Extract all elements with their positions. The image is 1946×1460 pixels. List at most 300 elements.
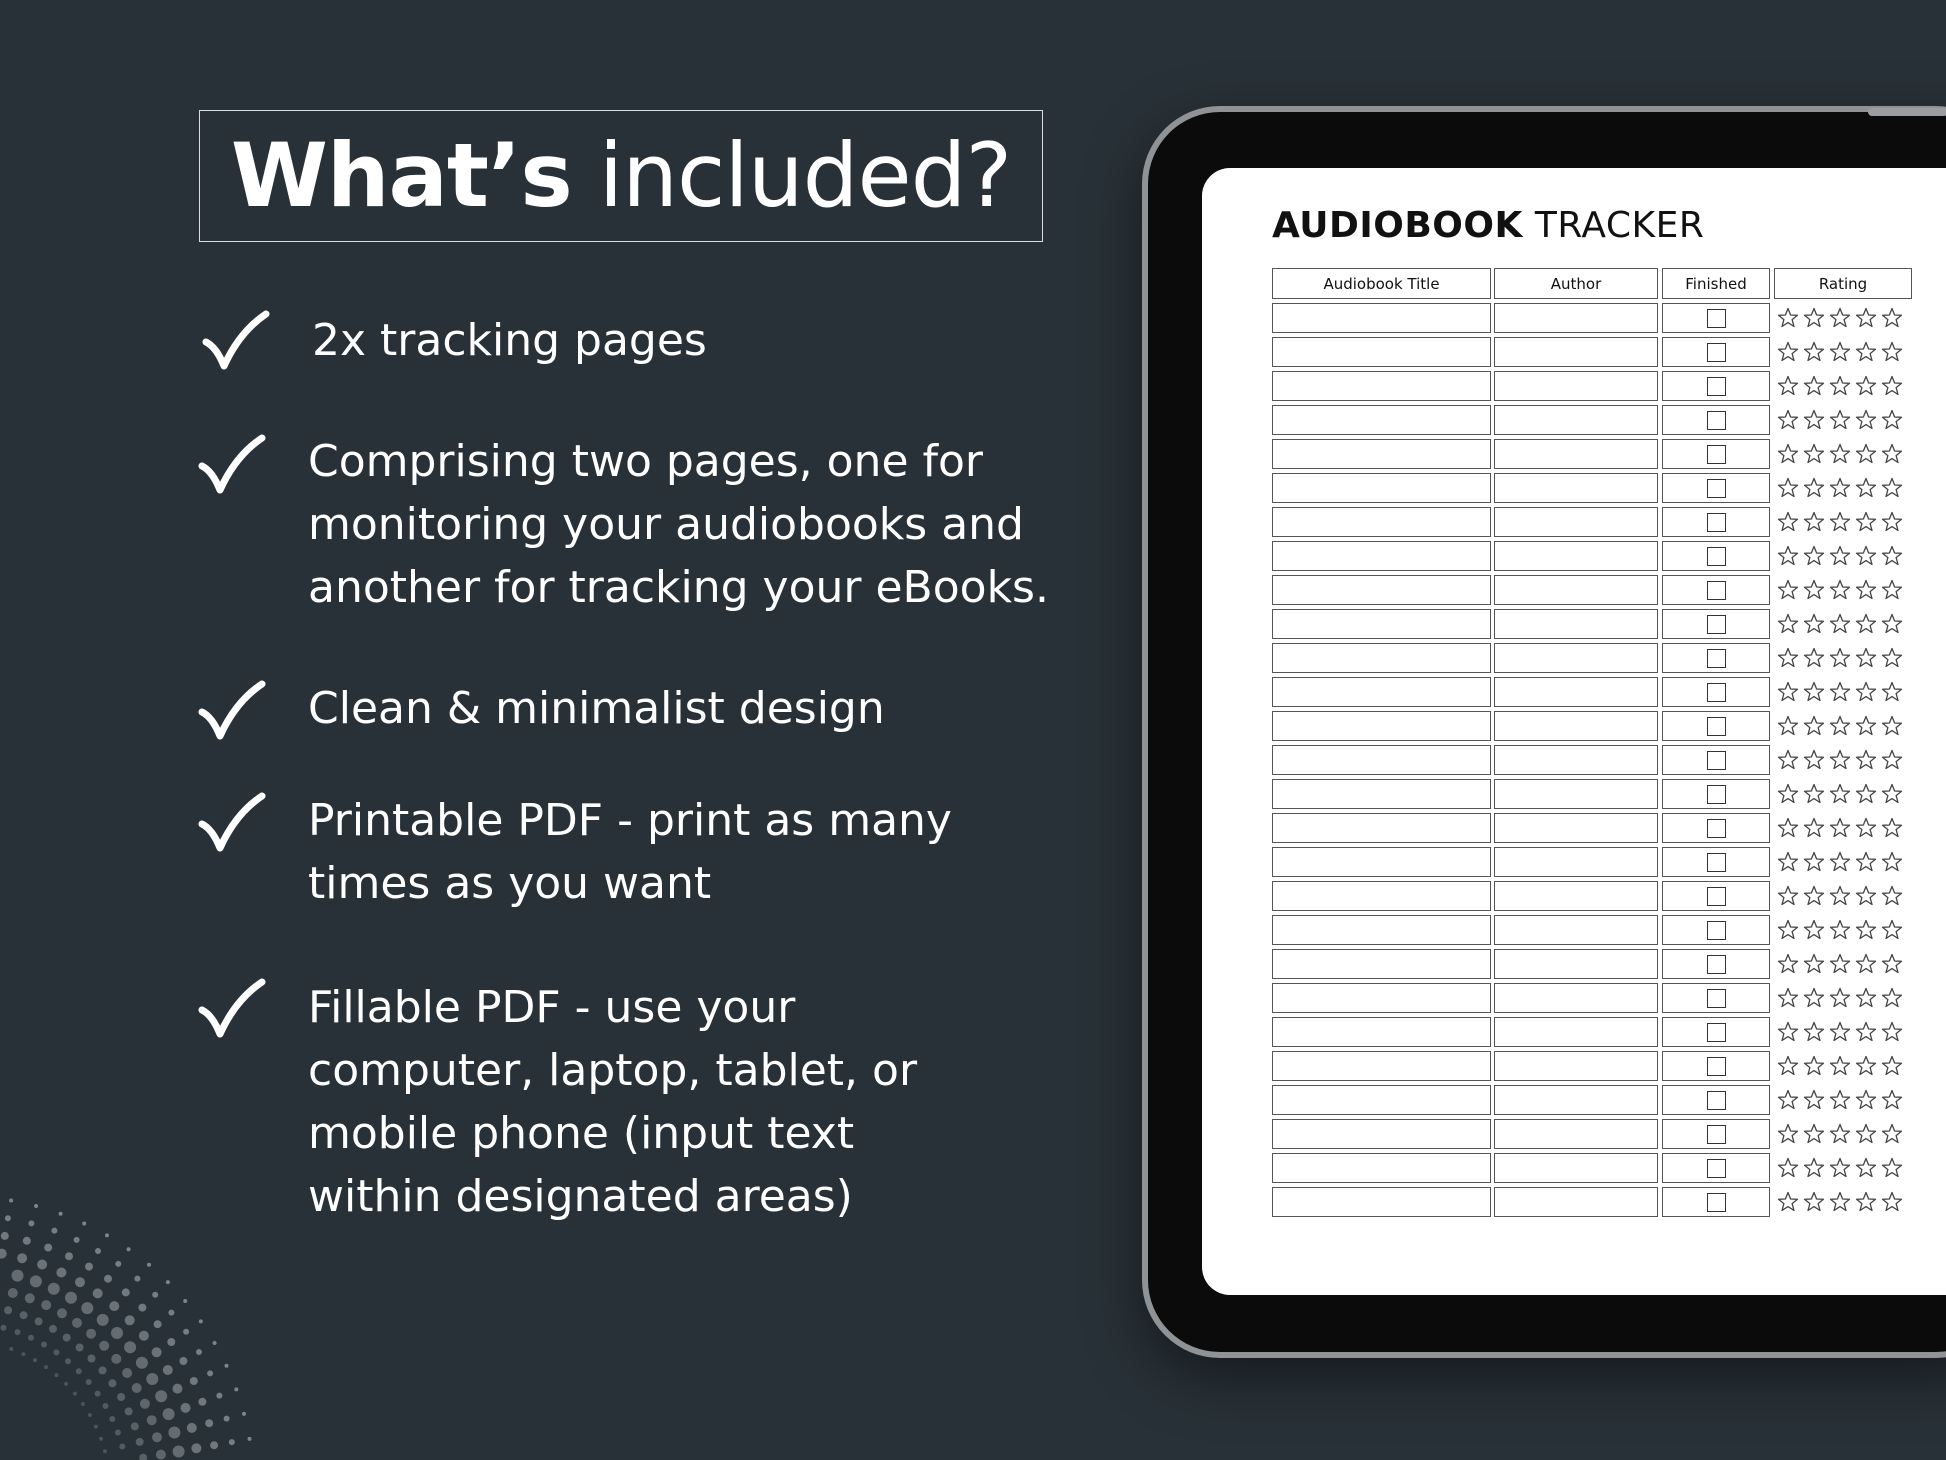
star-outline-icon[interactable] bbox=[1854, 1020, 1878, 1044]
author-input-cell[interactable] bbox=[1494, 949, 1658, 979]
star-outline-icon[interactable] bbox=[1880, 1020, 1904, 1044]
finished-cell bbox=[1662, 405, 1770, 435]
star-outline-icon[interactable] bbox=[1802, 544, 1826, 568]
decoration-dot bbox=[136, 1357, 148, 1369]
star-outline-icon[interactable] bbox=[1776, 442, 1800, 466]
star-outline-icon[interactable] bbox=[1828, 544, 1852, 568]
title-input-cell[interactable] bbox=[1272, 1051, 1491, 1081]
decoration-dot bbox=[28, 1335, 34, 1341]
star-outline-icon[interactable] bbox=[1880, 340, 1904, 364]
author-input-cell[interactable] bbox=[1494, 779, 1658, 809]
star-outline-icon[interactable] bbox=[1802, 918, 1826, 942]
tablet-screen bbox=[1202, 168, 1946, 1295]
decoration-dot bbox=[147, 1415, 157, 1425]
author-input-cell[interactable] bbox=[1494, 337, 1658, 367]
star-outline-icon[interactable] bbox=[1776, 1122, 1800, 1146]
rating-stars bbox=[1776, 408, 1904, 432]
title-input-cell[interactable] bbox=[1272, 1119, 1491, 1149]
star-outline-icon[interactable] bbox=[1776, 850, 1800, 874]
star-outline-icon[interactable] bbox=[1802, 986, 1826, 1010]
decoration-dot bbox=[57, 1308, 67, 1318]
star-outline-icon[interactable] bbox=[1880, 476, 1904, 500]
star-outline-icon[interactable] bbox=[1802, 476, 1826, 500]
star-outline-icon[interactable] bbox=[1802, 816, 1826, 840]
star-outline-icon[interactable] bbox=[1802, 884, 1826, 908]
rating-stars bbox=[1776, 612, 1904, 636]
star-outline-icon[interactable] bbox=[1776, 374, 1800, 398]
title-input-cell[interactable] bbox=[1272, 371, 1491, 401]
checkbox-icon[interactable] bbox=[1707, 377, 1726, 396]
star-outline-icon[interactable] bbox=[1802, 748, 1826, 772]
star-outline-icon[interactable] bbox=[1828, 952, 1852, 976]
decoration-dot bbox=[103, 1403, 109, 1409]
author-input-cell[interactable] bbox=[1494, 677, 1658, 707]
checkbox-icon[interactable] bbox=[1707, 1023, 1726, 1042]
title-input-cell[interactable] bbox=[1272, 575, 1491, 605]
decoration-dot bbox=[81, 1402, 85, 1406]
title-input-cell[interactable] bbox=[1272, 337, 1491, 367]
star-outline-icon[interactable] bbox=[1880, 952, 1904, 976]
star-outline-icon[interactable] bbox=[1802, 850, 1826, 874]
star-outline-icon[interactable] bbox=[1880, 680, 1904, 704]
star-outline-icon[interactable] bbox=[1828, 1054, 1852, 1078]
rating-stars bbox=[1776, 306, 1904, 330]
title-input-cell[interactable] bbox=[1272, 779, 1491, 809]
decoration-dot bbox=[1, 1325, 7, 1331]
star-outline-icon[interactable] bbox=[1828, 1122, 1852, 1146]
finished-cell bbox=[1662, 303, 1770, 333]
title-input-cell[interactable] bbox=[1272, 541, 1491, 571]
star-outline-icon[interactable] bbox=[1854, 918, 1878, 942]
star-outline-icon[interactable] bbox=[1854, 1190, 1878, 1214]
checkbox-icon[interactable] bbox=[1707, 887, 1726, 906]
star-outline-icon[interactable] bbox=[1802, 1088, 1826, 1112]
decoration-dot bbox=[44, 1244, 52, 1252]
author-input-cell[interactable] bbox=[1494, 541, 1658, 571]
star-outline-icon[interactable] bbox=[1802, 1020, 1826, 1044]
decoration-dot bbox=[155, 1390, 167, 1402]
star-outline-icon[interactable] bbox=[1802, 1054, 1826, 1078]
star-outline-icon[interactable] bbox=[1802, 408, 1826, 432]
title-input-cell[interactable] bbox=[1272, 1017, 1491, 1047]
star-outline-icon[interactable] bbox=[1854, 408, 1878, 432]
star-outline-icon[interactable] bbox=[1828, 1088, 1852, 1112]
star-outline-icon[interactable] bbox=[1854, 850, 1878, 874]
decoration-dot bbox=[99, 1341, 109, 1351]
star-outline-icon[interactable] bbox=[1828, 884, 1852, 908]
star-outline-icon[interactable] bbox=[1880, 408, 1904, 432]
star-outline-icon[interactable] bbox=[1854, 782, 1878, 806]
column-header-finished: Finished bbox=[1662, 268, 1770, 299]
rating-stars bbox=[1776, 1190, 1904, 1214]
author-input-cell[interactable] bbox=[1494, 303, 1658, 333]
star-outline-icon[interactable] bbox=[1828, 578, 1852, 602]
title-input-cell[interactable] bbox=[1272, 1085, 1491, 1115]
decoration-dot bbox=[229, 1439, 235, 1445]
finished-cell bbox=[1662, 337, 1770, 367]
decoration-dot bbox=[132, 1383, 142, 1393]
rating-stars bbox=[1776, 476, 1904, 500]
star-outline-icon[interactable] bbox=[1854, 986, 1878, 1010]
author-input-cell[interactable] bbox=[1494, 1051, 1658, 1081]
decoration-dot bbox=[216, 1393, 222, 1399]
star-outline-icon[interactable] bbox=[1776, 510, 1800, 534]
decoration-dot bbox=[111, 1354, 121, 1364]
checkbox-icon[interactable] bbox=[1707, 819, 1726, 838]
star-outline-icon[interactable] bbox=[1802, 1122, 1826, 1146]
star-outline-icon[interactable] bbox=[1828, 714, 1852, 738]
checkbox-icon[interactable] bbox=[1707, 547, 1726, 566]
star-outline-icon[interactable] bbox=[1802, 578, 1826, 602]
star-outline-icon[interactable] bbox=[1880, 306, 1904, 330]
decoration-dot bbox=[105, 1233, 109, 1237]
decoration-dot bbox=[207, 1370, 213, 1376]
checkbox-icon[interactable] bbox=[1707, 853, 1726, 872]
checkbox-icon[interactable] bbox=[1707, 513, 1726, 532]
star-outline-icon[interactable] bbox=[1802, 646, 1826, 670]
checkbox-icon[interactable] bbox=[1707, 785, 1726, 804]
checkbox-icon[interactable] bbox=[1707, 309, 1726, 328]
decoration-dot bbox=[15, 1329, 21, 1335]
star-outline-icon[interactable] bbox=[1802, 782, 1826, 806]
star-outline-icon[interactable] bbox=[1828, 1156, 1852, 1180]
decoration-dot bbox=[199, 1319, 203, 1323]
star-outline-icon[interactable] bbox=[1776, 714, 1800, 738]
checkbox-icon[interactable] bbox=[1707, 1091, 1726, 1110]
star-outline-icon[interactable] bbox=[1828, 850, 1852, 874]
star-outline-icon[interactable] bbox=[1854, 510, 1878, 534]
rating-stars bbox=[1776, 1156, 1904, 1180]
title-input-cell[interactable] bbox=[1272, 1153, 1491, 1183]
author-input-cell[interactable] bbox=[1494, 915, 1658, 945]
star-outline-icon[interactable] bbox=[1776, 578, 1800, 602]
star-outline-icon[interactable] bbox=[1880, 816, 1904, 840]
checkbox-icon[interactable] bbox=[1707, 989, 1726, 1008]
decoration-dot bbox=[187, 1423, 197, 1433]
decoration-dot bbox=[205, 1419, 213, 1427]
star-outline-icon[interactable] bbox=[1776, 408, 1800, 432]
tracker-title bbox=[1272, 205, 1705, 246]
star-outline-icon[interactable] bbox=[1828, 510, 1852, 534]
star-outline-icon[interactable] bbox=[1880, 782, 1904, 806]
decoration-dot bbox=[20, 1311, 28, 1319]
finished-cell bbox=[1662, 847, 1770, 877]
star-outline-icon[interactable] bbox=[1854, 442, 1878, 466]
star-outline-icon[interactable] bbox=[1776, 1020, 1800, 1044]
star-outline-icon[interactable] bbox=[1828, 340, 1852, 364]
star-outline-icon[interactable] bbox=[1854, 714, 1878, 738]
decoration-dot bbox=[9, 1347, 13, 1351]
star-outline-icon[interactable] bbox=[1828, 918, 1852, 942]
star-outline-icon[interactable] bbox=[1776, 1088, 1800, 1112]
author-input-cell[interactable] bbox=[1494, 1085, 1658, 1115]
star-outline-icon[interactable] bbox=[1828, 680, 1852, 704]
star-outline-icon[interactable] bbox=[1854, 1054, 1878, 1078]
finished-cell bbox=[1662, 949, 1770, 979]
column-header-rating: Rating bbox=[1774, 268, 1912, 299]
star-outline-icon[interactable] bbox=[1802, 340, 1826, 364]
author-input-cell[interactable] bbox=[1494, 711, 1658, 741]
rating-stars bbox=[1776, 1020, 1904, 1044]
star-outline-icon[interactable] bbox=[1880, 986, 1904, 1010]
decoration-dot bbox=[179, 1357, 187, 1365]
star-outline-icon[interactable] bbox=[1802, 952, 1826, 976]
finished-cell bbox=[1662, 643, 1770, 673]
finished-cell bbox=[1662, 1153, 1770, 1183]
star-outline-icon[interactable] bbox=[1880, 748, 1904, 772]
star-outline-icon[interactable] bbox=[1828, 986, 1852, 1010]
decoration-dot bbox=[95, 1391, 101, 1397]
title-input-cell[interactable] bbox=[1272, 881, 1491, 911]
author-input-cell[interactable] bbox=[1494, 813, 1658, 843]
star-outline-icon[interactable] bbox=[1802, 612, 1826, 636]
star-outline-icon[interactable] bbox=[1776, 748, 1800, 772]
title-input-cell[interactable] bbox=[1272, 745, 1491, 775]
author-input-cell[interactable] bbox=[1494, 983, 1658, 1013]
tablet-button bbox=[1868, 108, 1946, 116]
decoration-dot bbox=[154, 1320, 162, 1328]
author-input-cell[interactable] bbox=[1494, 371, 1658, 401]
star-outline-icon[interactable] bbox=[1828, 374, 1852, 398]
title-input-cell[interactable] bbox=[1272, 711, 1491, 741]
checkbox-icon[interactable] bbox=[1707, 615, 1726, 634]
finished-cell bbox=[1662, 371, 1770, 401]
title-input-cell[interactable] bbox=[1272, 405, 1491, 435]
star-outline-icon[interactable] bbox=[1880, 1088, 1904, 1112]
star-outline-icon[interactable] bbox=[1776, 306, 1800, 330]
rating-stars bbox=[1776, 578, 1904, 602]
author-input-cell[interactable] bbox=[1494, 881, 1658, 911]
star-outline-icon[interactable] bbox=[1776, 884, 1800, 908]
checkbox-icon[interactable] bbox=[1707, 751, 1726, 770]
checkbox-icon[interactable] bbox=[1707, 717, 1726, 736]
star-outline-icon[interactable] bbox=[1776, 476, 1800, 500]
decoration-dot bbox=[139, 1331, 149, 1341]
author-input-cell[interactable] bbox=[1494, 609, 1658, 639]
star-outline-icon[interactable] bbox=[1880, 850, 1904, 874]
decoration-dot bbox=[224, 1416, 230, 1422]
title-input-cell[interactable] bbox=[1272, 507, 1491, 537]
star-outline-icon[interactable] bbox=[1880, 646, 1904, 670]
star-outline-icon[interactable] bbox=[1776, 986, 1800, 1010]
checkbox-icon[interactable] bbox=[1707, 921, 1726, 940]
decoration-dot bbox=[242, 1412, 246, 1416]
decoration-dot bbox=[85, 1263, 93, 1271]
decoration-dot bbox=[146, 1373, 158, 1385]
checkbox-icon[interactable] bbox=[1707, 581, 1726, 600]
star-outline-icon[interactable] bbox=[1802, 680, 1826, 704]
star-outline-icon[interactable] bbox=[1854, 1088, 1878, 1112]
rating-stars bbox=[1776, 952, 1904, 976]
star-outline-icon[interactable] bbox=[1880, 714, 1904, 738]
author-input-cell[interactable] bbox=[1494, 745, 1658, 775]
star-outline-icon[interactable] bbox=[1828, 782, 1852, 806]
checkbox-icon[interactable] bbox=[1707, 1125, 1726, 1144]
title-input-cell[interactable] bbox=[1272, 473, 1491, 503]
decoration-dot bbox=[122, 1288, 130, 1296]
star-outline-icon[interactable] bbox=[1854, 952, 1878, 976]
decoration-dot bbox=[41, 1300, 51, 1310]
tracker-title-regular: TRACKER bbox=[1534, 205, 1705, 246]
title-input-cell[interactable] bbox=[1272, 847, 1491, 877]
decoration-dot bbox=[35, 1317, 43, 1325]
star-outline-icon[interactable] bbox=[1880, 1156, 1904, 1180]
star-outline-icon[interactable] bbox=[1880, 884, 1904, 908]
star-outline-icon[interactable] bbox=[1854, 544, 1878, 568]
star-outline-icon[interactable] bbox=[1776, 680, 1800, 704]
decoration-dot bbox=[196, 1349, 202, 1355]
checkbox-icon[interactable] bbox=[1707, 411, 1726, 430]
decoration-dot bbox=[168, 1310, 174, 1316]
title-input-cell[interactable] bbox=[1272, 915, 1491, 945]
decoration-dot bbox=[97, 1314, 109, 1326]
star-outline-icon[interactable] bbox=[1802, 1156, 1826, 1180]
decoration-dot bbox=[210, 1441, 218, 1449]
star-outline-icon[interactable] bbox=[1802, 442, 1826, 466]
decoration-dot bbox=[156, 1450, 166, 1460]
checkbox-icon[interactable] bbox=[1707, 343, 1726, 362]
title-input-cell[interactable] bbox=[1272, 949, 1491, 979]
author-input-cell[interactable] bbox=[1494, 643, 1658, 673]
author-input-cell[interactable] bbox=[1494, 575, 1658, 605]
checkbox-icon[interactable] bbox=[1707, 683, 1726, 702]
star-outline-icon[interactable] bbox=[1828, 646, 1852, 670]
rating-stars bbox=[1776, 544, 1904, 568]
star-outline-icon[interactable] bbox=[1828, 442, 1852, 466]
decoration-dot bbox=[1, 1232, 9, 1240]
star-outline-icon[interactable] bbox=[1828, 408, 1852, 432]
star-outline-icon[interactable] bbox=[1828, 612, 1852, 636]
decoration-dot bbox=[147, 1263, 151, 1267]
star-outline-icon[interactable] bbox=[1854, 1122, 1878, 1146]
star-outline-icon[interactable] bbox=[1776, 646, 1800, 670]
star-outline-icon[interactable] bbox=[1828, 306, 1852, 330]
title-input-cell[interactable] bbox=[1272, 439, 1491, 469]
star-outline-icon[interactable] bbox=[1854, 374, 1878, 398]
star-outline-icon[interactable] bbox=[1776, 340, 1800, 364]
star-outline-icon[interactable] bbox=[1880, 1054, 1904, 1078]
star-outline-icon[interactable] bbox=[1854, 1156, 1878, 1180]
star-outline-icon[interactable] bbox=[1776, 952, 1800, 976]
star-outline-icon[interactable] bbox=[1880, 510, 1904, 534]
feature-item-4: Printable PDF - print as many times as you want bbox=[308, 795, 952, 909]
decoration-dot bbox=[28, 1220, 34, 1226]
author-input-cell[interactable] bbox=[1494, 1187, 1658, 1217]
author-input-cell[interactable] bbox=[1494, 847, 1658, 877]
decoration-dot bbox=[115, 1430, 121, 1436]
star-outline-icon[interactable] bbox=[1776, 612, 1800, 636]
rating-stars bbox=[1776, 1088, 1904, 1112]
star-outline-icon[interactable] bbox=[1776, 544, 1800, 568]
star-outline-icon[interactable] bbox=[1854, 476, 1878, 500]
decoration-dot bbox=[95, 1248, 101, 1254]
checkmark-icon bbox=[200, 308, 272, 372]
author-input-cell[interactable] bbox=[1494, 1153, 1658, 1183]
star-outline-icon[interactable] bbox=[1854, 306, 1878, 330]
title-input-cell[interactable] bbox=[1272, 1187, 1491, 1217]
author-input-cell[interactable] bbox=[1494, 1017, 1658, 1047]
star-outline-icon[interactable] bbox=[1854, 748, 1878, 772]
star-outline-icon[interactable] bbox=[1880, 578, 1904, 602]
checkbox-icon[interactable] bbox=[1707, 1193, 1726, 1212]
author-input-cell[interactable] bbox=[1494, 507, 1658, 537]
star-outline-icon[interactable] bbox=[1828, 816, 1852, 840]
star-outline-icon[interactable] bbox=[1880, 1122, 1904, 1146]
star-outline-icon[interactable] bbox=[1880, 442, 1904, 466]
checkbox-icon[interactable] bbox=[1707, 445, 1726, 464]
star-outline-icon[interactable] bbox=[1880, 1190, 1904, 1214]
decoration-dot bbox=[88, 1355, 96, 1363]
decoration-dot bbox=[44, 1365, 48, 1369]
checkmark-icon bbox=[196, 790, 268, 854]
star-outline-icon[interactable] bbox=[1828, 1190, 1852, 1214]
star-outline-icon[interactable] bbox=[1776, 918, 1800, 942]
checkbox-icon[interactable] bbox=[1707, 955, 1726, 974]
star-outline-icon[interactable] bbox=[1776, 1156, 1800, 1180]
checkbox-icon[interactable] bbox=[1707, 479, 1726, 498]
decoration-dot bbox=[234, 1387, 238, 1391]
author-input-cell[interactable] bbox=[1494, 405, 1658, 435]
star-outline-icon[interactable] bbox=[1854, 680, 1878, 704]
star-outline-icon[interactable] bbox=[1828, 748, 1852, 772]
author-input-cell[interactable] bbox=[1494, 439, 1658, 469]
star-outline-icon[interactable] bbox=[1854, 340, 1878, 364]
star-outline-icon[interactable] bbox=[1828, 476, 1852, 500]
star-outline-icon[interactable] bbox=[1776, 816, 1800, 840]
decoration-dot bbox=[54, 1373, 58, 1377]
rating-stars bbox=[1776, 884, 1904, 908]
star-outline-icon[interactable] bbox=[1802, 714, 1826, 738]
checkbox-icon[interactable] bbox=[1707, 1159, 1726, 1178]
star-outline-icon[interactable] bbox=[1854, 578, 1878, 602]
author-input-cell[interactable] bbox=[1494, 1119, 1658, 1149]
star-outline-icon[interactable] bbox=[1776, 782, 1800, 806]
decoration-dot bbox=[167, 1338, 175, 1346]
star-outline-icon[interactable] bbox=[1854, 612, 1878, 636]
star-outline-icon[interactable] bbox=[1854, 816, 1878, 840]
star-outline-icon[interactable] bbox=[1880, 374, 1904, 398]
title-input-cell[interactable] bbox=[1272, 813, 1491, 843]
star-outline-icon[interactable] bbox=[1880, 612, 1904, 636]
star-outline-icon[interactable] bbox=[1828, 1020, 1852, 1044]
title-input-cell[interactable] bbox=[1272, 677, 1491, 707]
feature-item-5: Fillable PDF - use your computer, laptop, tablet, or mobile phone (input text within designated areas) bbox=[308, 982, 918, 1222]
star-outline-icon[interactable] bbox=[1802, 1190, 1826, 1214]
star-outline-icon[interactable] bbox=[1854, 884, 1878, 908]
checkbox-icon[interactable] bbox=[1707, 649, 1726, 668]
decoration-dot bbox=[9, 1199, 13, 1203]
star-outline-icon[interactable] bbox=[1776, 1054, 1800, 1078]
decoration-dot bbox=[4, 1306, 12, 1314]
title-input-cell[interactable] bbox=[1272, 609, 1491, 639]
title-input-cell[interactable] bbox=[1272, 303, 1491, 333]
star-outline-icon[interactable] bbox=[1880, 544, 1904, 568]
star-outline-icon[interactable] bbox=[1880, 918, 1904, 942]
star-outline-icon[interactable] bbox=[1776, 1190, 1800, 1214]
rating-stars bbox=[1776, 340, 1904, 364]
decoration-dot bbox=[183, 1299, 187, 1303]
checkbox-icon[interactable] bbox=[1707, 1057, 1726, 1076]
author-input-cell[interactable] bbox=[1494, 473, 1658, 503]
title-input-cell[interactable] bbox=[1272, 983, 1491, 1013]
decoration-dot bbox=[109, 1416, 115, 1422]
decoration-dot bbox=[41, 1342, 47, 1348]
title-input-cell[interactable] bbox=[1272, 643, 1491, 673]
star-outline-icon[interactable] bbox=[1802, 374, 1826, 398]
star-outline-icon[interactable] bbox=[1802, 510, 1826, 534]
star-outline-icon[interactable] bbox=[1802, 306, 1826, 330]
star-outline-icon[interactable] bbox=[1854, 646, 1878, 670]
